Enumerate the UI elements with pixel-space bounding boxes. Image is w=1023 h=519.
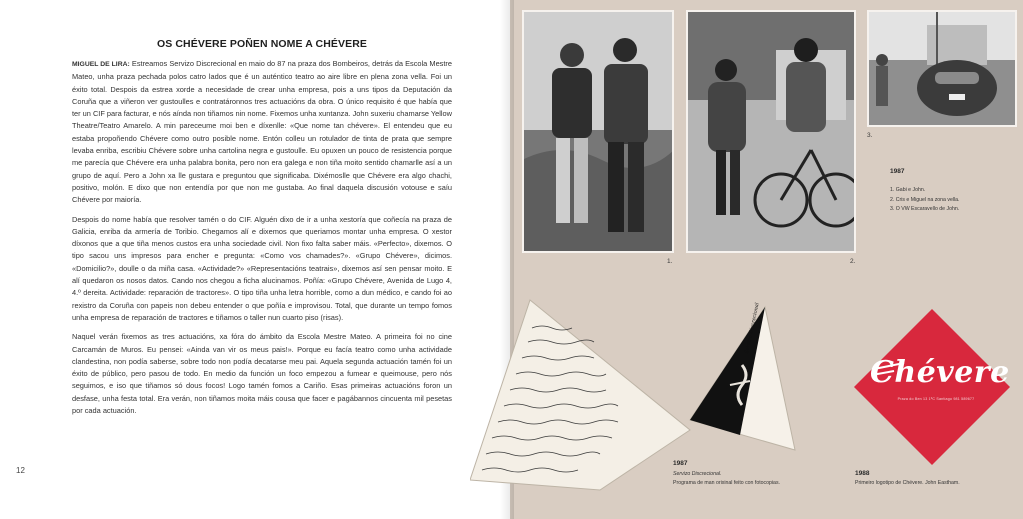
logo-year: 1988 [855,470,870,477]
photo-2-border [686,10,856,253]
article-body [72,58,452,424]
program-caption-title: Servizo Discrecional. [673,471,722,477]
triangle-program-sheet [670,305,800,460]
logo-caption: Primeiro logotipo de Chévere. John Eastham. [855,480,960,486]
triangle-word: Servizo Discrecional [744,302,761,355]
photo-3-border [867,10,1017,127]
photo-3-number: 3. [867,132,873,139]
page-number: 12 [16,466,25,475]
photo-1-border [522,10,674,253]
photo-caption-3: 3. O VW Escaravello de John. [890,206,960,212]
paragraph-1 [72,58,452,207]
paragraph-2: Despois do nome había que resolver tamén o do CIF. Alguén dixo de ir a unha xestoría que coñecía na praza de Galicia, enriba da armería de Toribio. Chegamos alí e dixemos que queriamos montar unha empresa. O xestor díxonos que a que tiña menos custos era unha sociedade civil. Non fixo falta saber máis. «Perfecto», dixemos. O tipo sacou uns impresos para encher e pregunta: «Como vos chamades?». «Grupo Chévere», dicimos. «Domicilio?», doulle o da miña casa. «Actividade?» «Representacións teatrais», dixemos así sen pensar moito. E alí quedaron os nosos datos. Cando nos chegou a ficha alucinamos. Poñía: «Grupo Chévere, Avenida de Lugo 4, 4.º dereita. Actividade: reparación de tractores». O tipo tiña unha letra horrible, como a dun médico, e cando foi ao rexistro da Coruña con papeis non debeu entender o que poñía e improvisou. Total, que durante un tempo fomos unha empresa de reparación de tractores e tiñamos o taller nun cuarto piso (risas). [72,214,452,322]
triangle-program-drawing [670,305,800,455]
article-title: OS CHÉVERE POÑEN NOME A CHÉVERE [156,38,368,50]
program-caption-text: Programa de man orixinal feito con fotocopias. [673,479,780,486]
paragraph-3: Naquel verán fixemos as tres actuacións, xa fóra do ámbito da Escola Mestre Mateo. A primeira foi no cine Carcamán de Muros. Eu pensei: «Ainda van vir os meus pais!». Porque eu facía teatro como unha actividade clandestina, non podía saberse, sobre todo non podía decatarse meu pai. Aquela segunda actuación tamén foi un éxito de público, pero pasou de todo. En medio da función un foco empezou a fumear e queimouse, pero nós seguimos, e iso que tiñamos só dous focos! Logo tamén fomos a Cariño. Esas primeiras actuacións foron un desfase, unha festa total. Era verán, non tiñamos moita máis cousa que facer e pagábannos cincuenta mil pesetas por cada actuación. [72,332,452,416]
paragraph-1-text: Estreamos Servizo Discrecional en maio do 87 na praza dos Bombeiros, detrás da Escola Mestre Mateo, unha praza pechada polos catro lados que é un auténtico teatro ao aire libre en plena zona vella. Foi un éxito total. Despois da estrea xorde a necesidade de crear unha empresa, pois a uns tipos da Deputación da Coruña que a viñeron ver gustoulles e contratáronnos tres actuacións da obra. O único requisito é que había que ter un CIF para facturar, e nós aínda non tiñamos nin nome. Fixemos unha xuntanza. John suxeriu chamarse Yellow Theatre/Teatro Amarelo. A min pareceume moi ben e díxenlle: «Que nome tan chévere». El entendeu que eu estaba propoñendo Chévere como outro posible nome. Entón colleu un rotulador de tinta de prata que sempre levaba enriba, escribiu Chévere sobre unha cartolina negra e gustoulle. Eu opuxen un pouco de resistencia porque me parecía que Chévere era unha palabra bonita, pero non era galega e non tiña moito sentido chamarlle así a un grupo de aquí. Pero a John xa lle gustara e preguntou que significaba. Dixémoslle que Chévere era algo chachi, positivo, molón. E dixo que non entendía por que non me gustaba. Ao final daquela discusión votouse e saíu Chévere por maioría. [72,59,453,205]
chevere-logo-wordmark: Chévere [870,355,1010,390]
photo-street-bicycle [686,10,856,253]
photo-caption-2: 2. Cris e Miguel na zona vella. [890,196,960,203]
photo-caption-1: 1. Gabi e John. [890,187,926,193]
photo-two-men-field [522,10,674,253]
photo-1-number: 1. [667,258,673,265]
photo-volkswagen-car [867,10,1017,127]
lead-in: MIGUEL DE LIRA: [72,61,130,68]
program-caption [673,470,833,487]
handwritten-sheet-drawing [470,280,700,495]
handwritten-program-sheet [470,280,700,500]
photo-2-number: 2. [850,258,856,265]
program-year: 1987 [673,460,688,467]
photo-captions [890,186,1015,215]
photos-year: 1987 [890,168,905,175]
chevere-logo-address: Praza do Ben 13 1ºC Santiago 981 589677 [897,397,975,401]
